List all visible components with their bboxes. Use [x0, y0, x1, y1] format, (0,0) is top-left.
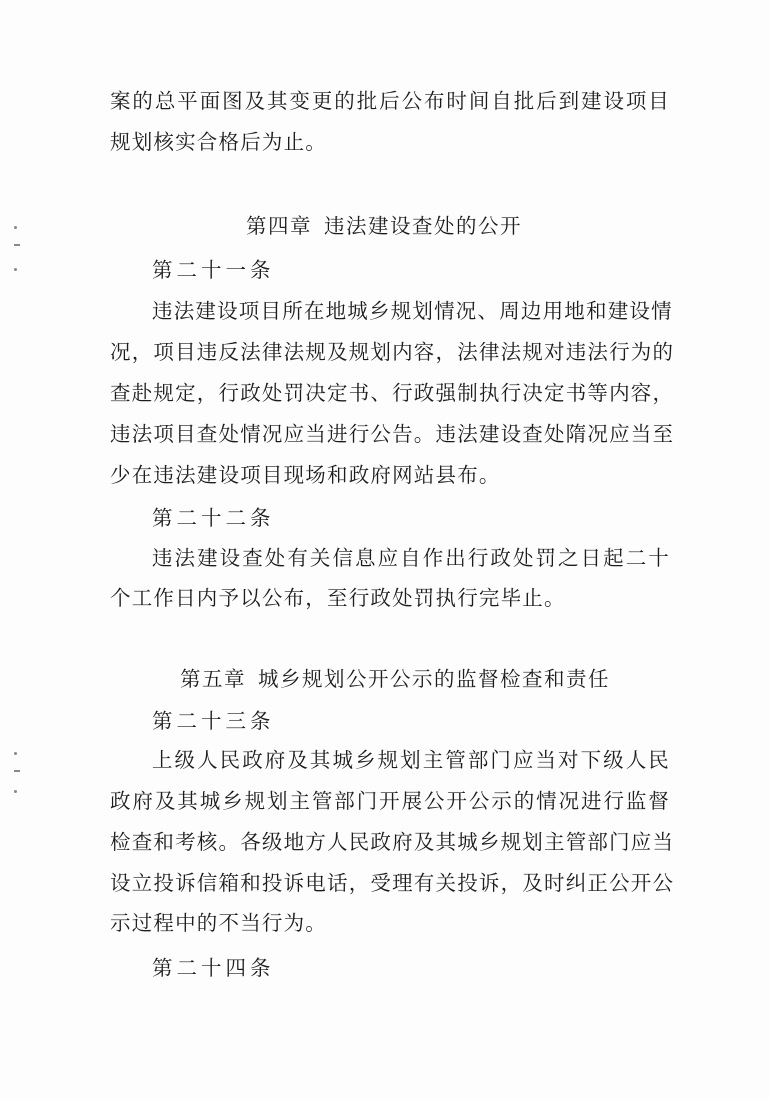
- article-heading: 第二十三条: [152, 709, 275, 733]
- article-heading: 第二十四条: [152, 956, 275, 980]
- paragraph-line: 政府及其城乡规划主管部门开展公开公示的情况进行监督: [110, 789, 670, 813]
- chapter-heading: [180, 664, 610, 694]
- scan-mark: [14, 770, 20, 772]
- paragraph-line: 违法项目查处情况应当进行公告。违法建设查处隋况应当至: [110, 422, 675, 446]
- paragraph-line: 检查和考核。各级地方人民政府及其城乡规划主管部门应当: [110, 830, 675, 854]
- article-heading: 第二十二条: [152, 506, 275, 530]
- chapter-title: 违法建设查处的公开: [324, 214, 522, 238]
- scan-mark: [14, 790, 17, 793]
- paragraph-line: 上级人民政府及其城乡规划主管部门应当对下级人民: [152, 748, 670, 772]
- paragraph-line: 违法建设项目所在地城乡规划情况、周边用地和建设情: [152, 299, 673, 323]
- paragraph-line: 案的总平面图及其变更的批后公布时间自批后到建设项目: [110, 89, 670, 113]
- scan-mark: [14, 752, 17, 755]
- scan-mark: [14, 244, 20, 246]
- paragraph-line: 个工作日内予以公布，至行政处罚执行完毕止。: [110, 586, 566, 610]
- chapter-heading: [246, 211, 522, 241]
- paragraph-line: 况，项目违反法律法规及规划内容，法律法规对违法行为的: [110, 340, 675, 364]
- chapter-number: 第四章: [246, 214, 312, 238]
- paragraph-line: 违法建设查处有关信息应自作出行政处罚之日起二十: [152, 546, 670, 570]
- article-heading: 第二十一条: [152, 258, 275, 282]
- paragraph-line: 查赴规定，行政处罚决定书、行政强制执行决定书等内容，: [110, 381, 675, 405]
- chapter-title: 城乡规划公开公示的监督检查和责任: [258, 667, 610, 691]
- scan-mark: [14, 226, 17, 229]
- paragraph-line: 少在违法建设项目现场和政府网站县布。: [110, 463, 501, 487]
- scan-mark: [14, 268, 17, 271]
- paragraph-line: 规划核实合格后为止。: [110, 130, 327, 154]
- chapter-number: 第五章: [180, 667, 246, 691]
- paragraph-line: 设立投诉信箱和投诉电话，受理有关投诉，及时纠正公开公: [110, 871, 675, 895]
- paragraph-line: 示过程中的不当行为。: [110, 911, 327, 935]
